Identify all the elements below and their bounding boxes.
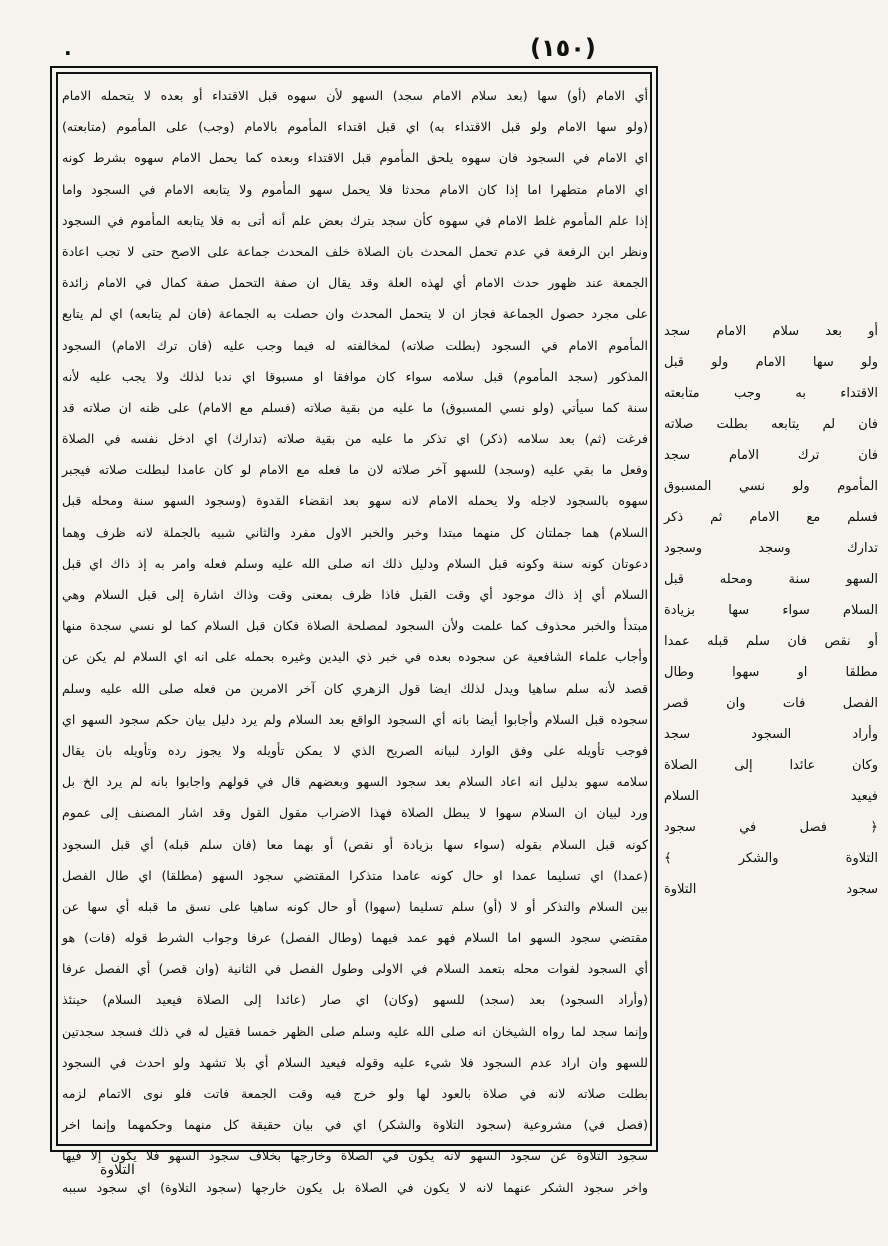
main-text-line: مبتدأ والخبر محذوف كما علمت ولأن السجود لمصلحة الصلاة فكان قبل السلام كما لو نسي سجدة منها <box>62 618 648 634</box>
margin-text-line: أو بعد سلام الامام سجد <box>664 324 878 339</box>
margin-text-line: وكان عائدا إلى الصلاة <box>664 758 878 773</box>
margin-text-line: السهو سنة ومحله قبل <box>664 572 878 587</box>
main-text-line: (عمدا) اي تسليما عمدا او حال كونه عامدا متذكرا المقتضي سجود السهو (مطلقا) اي طال الفصل <box>62 867 648 883</box>
main-text-line: ورد لبيان ان السلام سهوا لا يبطل الصلاة فهذا الاضراب مقول القول وقد اشار المصنف إلى عموم <box>62 805 648 821</box>
main-text-line: سجود التلاوة عن سجود السهو لانه يكون في الصلاة وخارجها بخلاف سجود السهو فلا يكون إلا فيها <box>62 1148 648 1164</box>
margin-text-line: الاقتداء به وجب متابعته <box>664 386 878 401</box>
margin-text-line: التلاوة والشكر ﴾ <box>664 851 878 866</box>
main-text-line: إذا علم المأموم غلط الامام في سهوه كأن سجد بترك بعض علم أنه أتى به فلا يتابعه المأموم في السجود <box>62 212 648 228</box>
margin-text-line: الفصل فات وان قصر <box>664 696 878 711</box>
page-dot: . <box>64 36 72 60</box>
margin-text-line: فيعيد السلام <box>664 789 878 804</box>
main-text-line: وإنما سجد لما رواه الشيخان انه صلى الله عليه وسلم صلى الظهر خمسا فقيل له في ذلك فسجد سجدتين <box>62 1023 648 1039</box>
margin-text-line: ﴿ فصل في سجود <box>664 820 878 835</box>
main-text-line: الجمعة عند ظهور حدث الامام أي لهذه العلة وقد يقال ان صفة التحمل صفة كمال في الامام زائدة <box>62 275 648 291</box>
main-text-line: على مجرد حصول الجماعة فجاز ان لا يتحمل المحدث وان حصلت به الجماعة (فان لم يتابعه) اي لم يتابع <box>62 306 648 322</box>
margin-text-line: فان ترك الامام سجد <box>664 448 878 463</box>
main-text-line: السلام أي إذ ذاك موجود أي وقت القبل فاذا ظرف بمعنى وقت وذاك اشارة إلى قبل السلام وهي <box>62 587 648 602</box>
margin-text-line: المأموم ولو نسي المسبوق <box>664 479 878 494</box>
margin-text-line: أو نقص فان سلم قبله عمدا <box>664 634 878 649</box>
main-text-line: اي الامام متطهرا اما إذا كان الامام محدثا فلا يحمل سهو المأموم ولا يتابعه الامام في السجود واما <box>62 181 648 197</box>
margin-text-line: تدارك وسجد وسجود <box>664 541 878 556</box>
main-text-line: دعوتان كونه سنة وكونه قبل السلام ودليل ذلك انه صلى الله عليه وسلم فعله وامر به إذ ذاك اي قبل <box>62 555 648 571</box>
main-text-line: (فصل في) مشروعية (سجود التلاوة والشكر) اي في بيان حقيقة كل منهما وحكمهما وإنما اخر <box>62 1117 648 1133</box>
main-text-block <box>62 80 648 1195</box>
main-text-line: وفعل ما بقي عليه (وسجد) للسهو آخر صلاته لان ما فعله مع الامام لو كان عامدا لبطلت صلاته فيجبر <box>62 462 648 478</box>
margin-text-line: فان لم يتابعه بطلت صلاته <box>664 417 878 432</box>
main-text-line: فوجب تأويله على وفق الوارد لبيانه الصريح الذي لا يمكن تأويله ولا يجوز رده وتأويله بان يقال <box>62 742 648 758</box>
main-text-line: مقتضي سجود السهو اما السلام فهو عمد فيهما (وطال الفصل) عرفا وجواب الشرط قوله (فات) هو <box>62 930 648 946</box>
main-text-line: سنة كما سيأتي (ولو نسي المسبوق) ما عليه من بقية صلاته (فسلم مع الامام) على ظنه ان صلاته قد <box>62 399 648 415</box>
main-text-line: (ولو سها الامام ولو قبل الاقتداء به) اي قبل اقتداء المأموم بالامام (وجب) على المأموم (متابعته) <box>62 119 648 135</box>
main-text-line: (وأراد السجود) بعد (سجد) للسهو (وكان) اي صار (عائدا إلى الصلاة فيعيد السلام) حينئذ <box>62 992 648 1008</box>
margin-text-line: وأراد السجود سجد <box>664 727 878 742</box>
main-text-line: سلامه سهو بدليل انه اعاد السلام بعد سجود السهو وبعضهم قال في قولهم واجابوا بانه لم يرد الخ بل <box>62 774 648 790</box>
main-text-line: بطلت صلاته لانه في صلاة بالعود لها ولو خرج فيه وقت الجمعة فاتت فلو نوى الاتمام لزمه <box>62 1086 648 1101</box>
main-text-line: اي الامام في السجود فان سهوه يلحق المأموم قبل الاقتداء وبعده كما يحمل الامام سهوه بشرط كونه <box>62 150 648 166</box>
margin-text-line: السلام سواء سها بزيادة <box>664 603 878 618</box>
page-number: (١٥٠) <box>530 34 596 62</box>
main-text-line: وأجاب علماء الشافعية عن سجوده بعده في خبر ذي اليدين وغيره بحمله على انه اي السلام لم يكن عن <box>62 649 648 665</box>
margin-text-line: فسلم مع الامام ثم ذكر <box>664 510 878 525</box>
margin-text-line: سجود التلاوة <box>664 882 878 897</box>
main-text-line: ونظر ابن الرفعة في عدم تحمل المحدث بان الصلاة خلف المحدث جماعة على الاصح حتى لا تجب اعادة <box>62 243 648 259</box>
margin-text-line: مطلقا او سهوا وطال <box>664 665 878 680</box>
main-text-line: السلام) هما جملتان كل منهما مبتدا وخبر والخبر الاول مفرد والثاني شبيه بالجملة لانه ظرف وهما <box>62 524 648 540</box>
main-text-line: أي الامام (أو) سها (بعد سلام الامام سجد) السهو لأن سهوه قبل الاقتداء أو بعده لا يتحمله الامام <box>62 88 648 103</box>
main-text-line: للسهو وان اراد عدم السجود فلا شيء عليه وقوله فيعيد السلام أي بلا تشهد ولو احدث في السجود <box>62 1054 648 1070</box>
main-text-line: المذكور (سجد المأموم) قبل سلامه سواء كان موافقا او مسبوقا اي ندبا لذلك ولا يجب عليه لأنه <box>62 368 648 384</box>
margin-text-block <box>664 316 878 905</box>
main-text-line: سهوه بالسجود لاجله ولا يحمله الامام لانه سهو بعد انقضاء القدوة (وسجود السهو سنة ومحله قبل <box>62 493 648 509</box>
main-text-line: فرغت (ثم) بعد سلامه (ذكر) اي تذكر ما عليه من بقية صلاته (تدارك) اي ادخل نفسه في الصلاة <box>62 431 648 447</box>
main-text-line: أي السجود لفوات محله بتعمد السلام في الاولى وطول الفصل في الثانية (وان قصر) أي الفصل عرفا <box>62 961 648 977</box>
main-text-line: قصد لأنه سلم ساهيا ويدل لذلك ايضا قول الزهري كان آخر الامرين من فعله صلى الله عليه وسلم <box>62 680 648 696</box>
main-text-line: المأموم الامام في السجود (بطلت صلاته) لمخالفته له فيما وجب عليه (فان ترك الامام) السجود <box>62 337 648 353</box>
main-text-line: سجوده قبل السلام وأجابوا أيضا بانه أي السجود الواقع بعد السلام ولم يرد دليل بيان حكم سجود السهو اي <box>62 711 648 727</box>
margin-text-line: ولو سها الامام ولو قبل <box>664 355 878 370</box>
catchword: التلاوة <box>100 1162 135 1178</box>
main-text-line: بين السلام والتذكر أو لا (أو) سلم تسليما (سهوا) أو حال كونه ساهيا على نسق ما قبله أي سها عن <box>62 898 648 914</box>
main-text-line: واخر سجود الشكر عنهما لانه لا يكون في الصلاة بل يكون خارجها (سجود التلاوة) اي سجود سببه <box>62 1179 648 1195</box>
main-text-line: كونه قبل السلام بقوله (سواء سها بزيادة أو نقص) أو بهما معا (فان سلم قبله) أي قبل السجود <box>62 836 648 852</box>
